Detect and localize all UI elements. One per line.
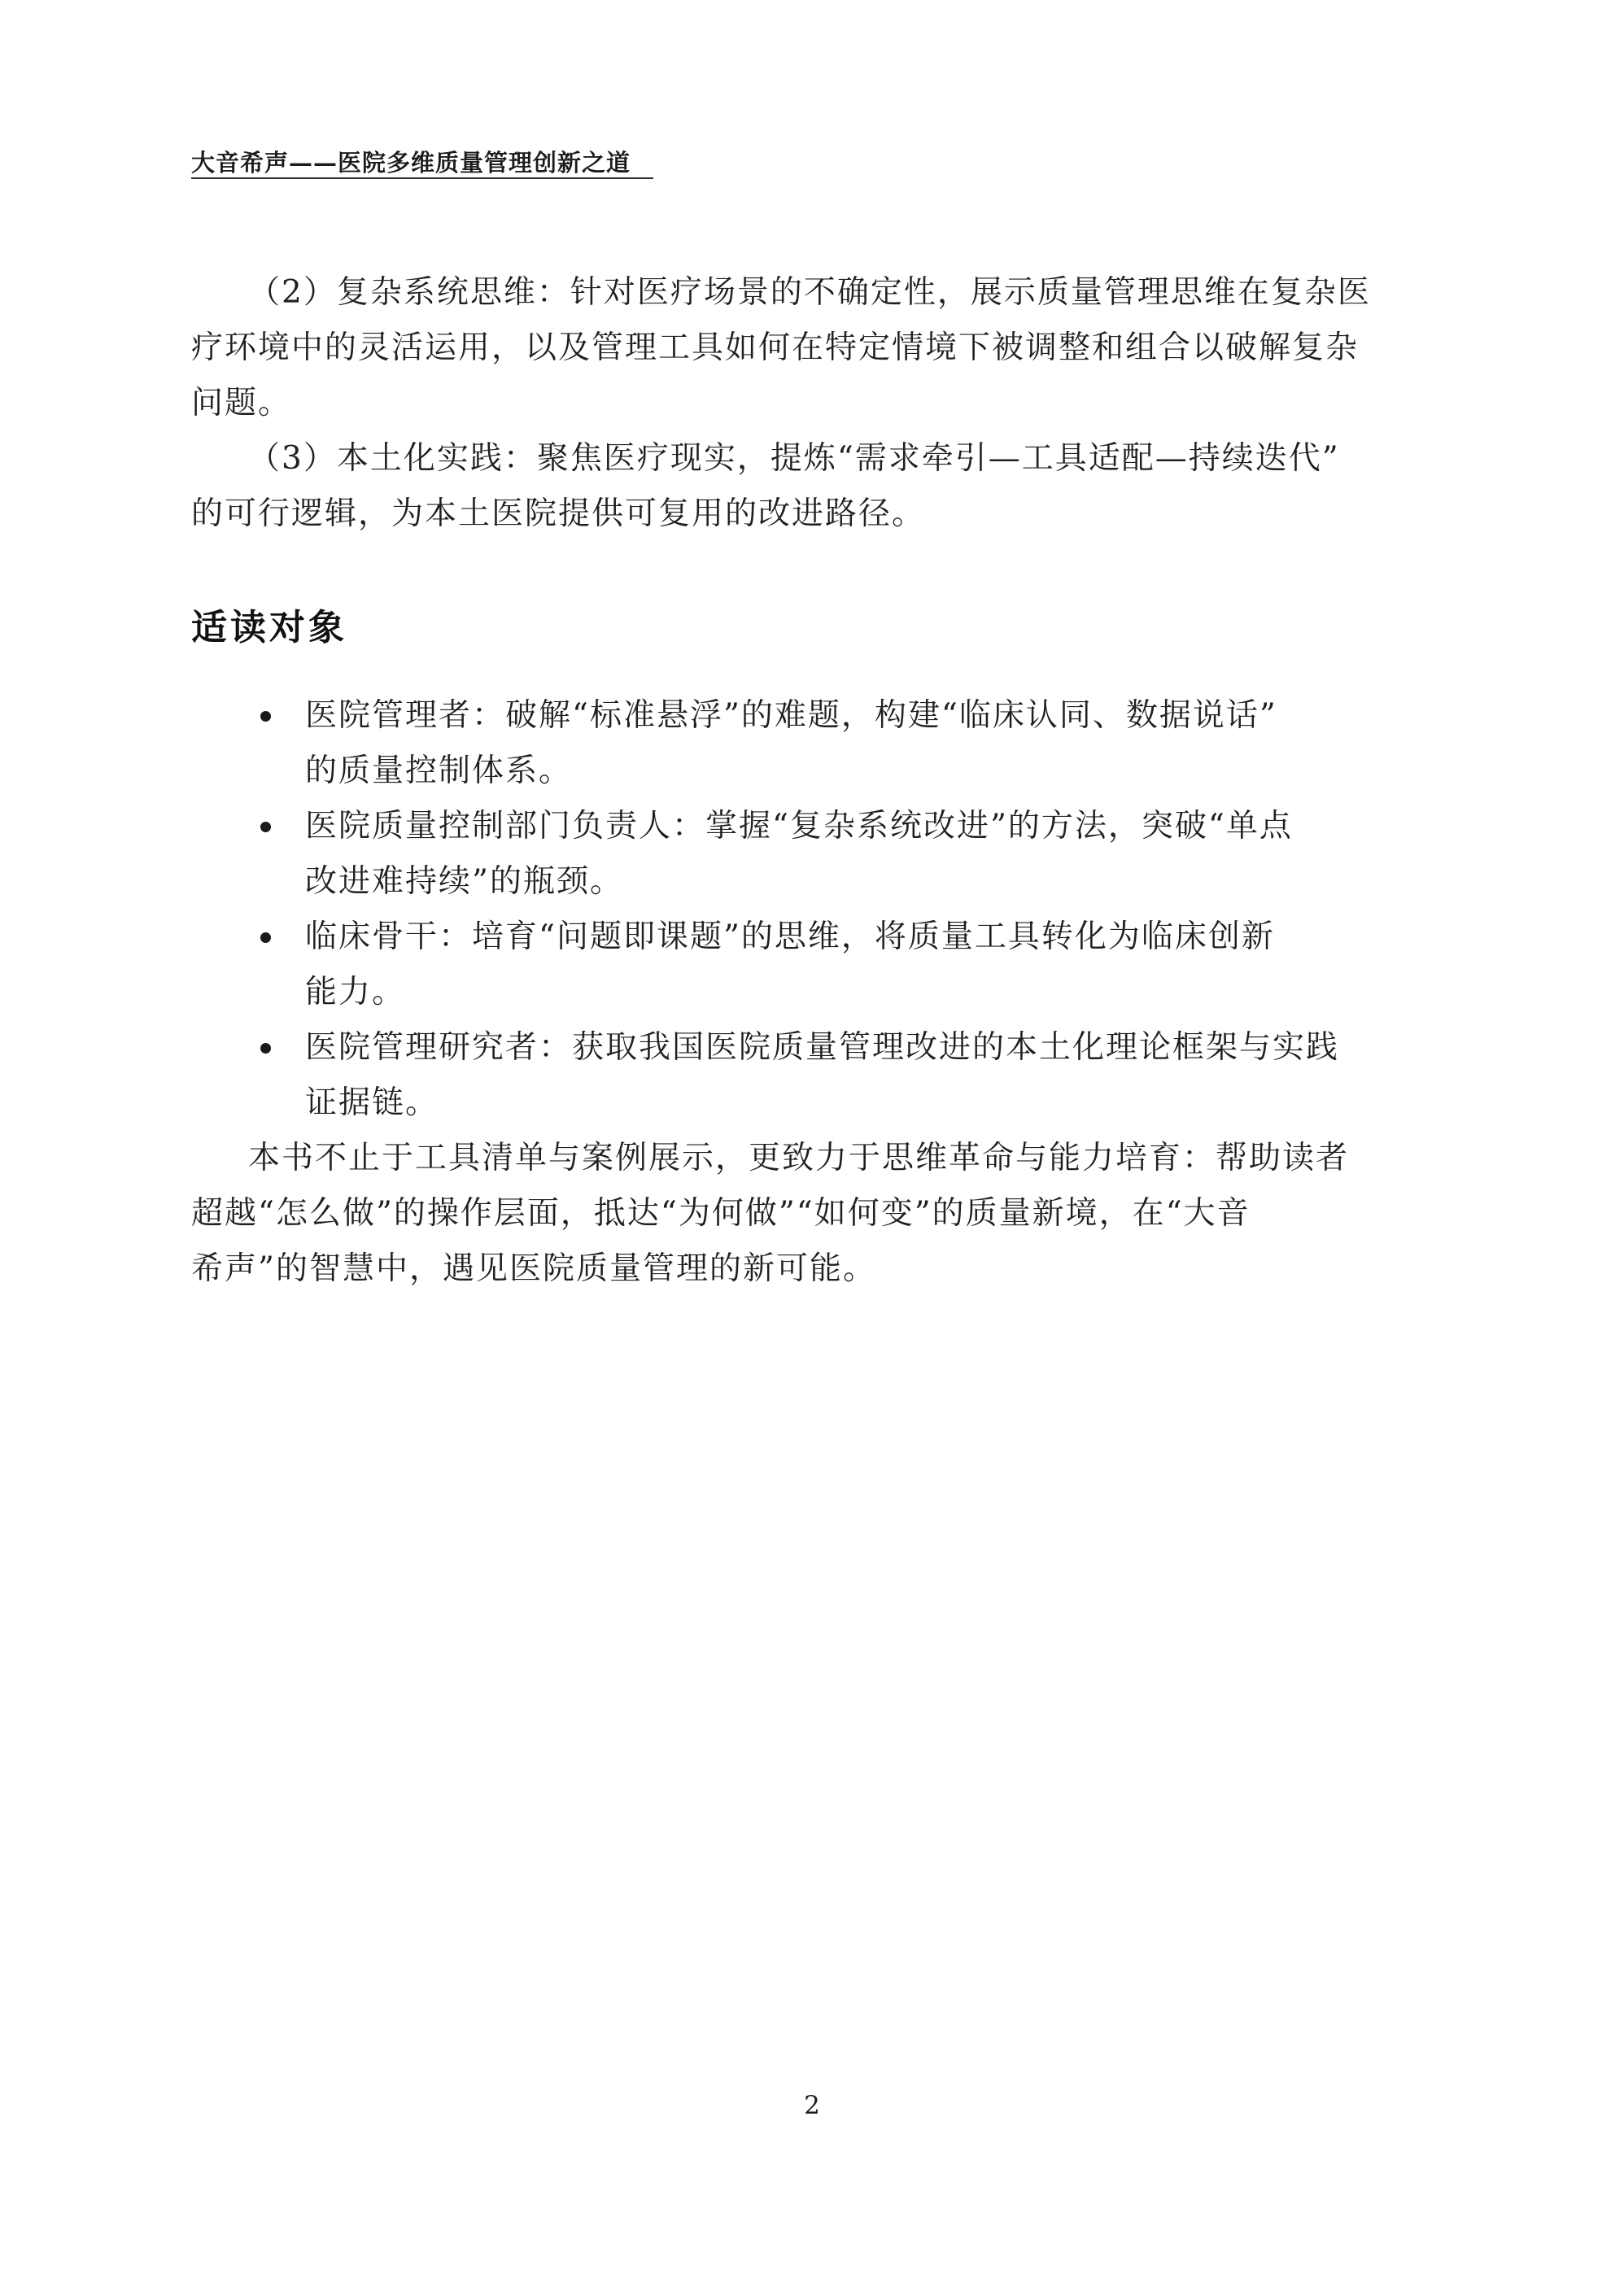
header-rule (191, 177, 653, 179)
audience-item-3-line-2: 能力。 (305, 974, 406, 1010)
closing-line-2: 超越“怎么做”的操作层面，抵达“为何做”“如何变”的质量新境，在“大音 (191, 1195, 1251, 1232)
audience-item-1-line-2: 的质量控制体系。 (305, 753, 573, 789)
audience-item-3-line-1: 临床骨干：培育“问题即课题”的思维，将质量工具转化为临床创新 (305, 919, 1275, 955)
item2-line-2: 疗环境中的灵活运用，以及管理工具如何在特定情境下被调整和组合以破解复杂 (191, 329, 1360, 366)
page-number: 2 (804, 2091, 820, 2120)
item2-line-3: 问题。 (191, 385, 292, 421)
audience-item-2-line-1: 医院质量控制部门负责人：掌握“复杂系统改进”的方法，突破“单点 (305, 808, 1293, 844)
closing-line-3: 希声”的智慧中，遇见医院质量管理的新可能。 (191, 1250, 876, 1287)
audience-item-1-line-1: 医院管理者：破解“标准悬浮”的难题，构建“临床认同、数据说话” (305, 697, 1277, 734)
bullet-icon (260, 932, 271, 943)
audience-item-4-line-2: 证据链。 (305, 1084, 439, 1121)
item3-line-1: （3）本土化实践：聚焦医疗现实，提炼“需求牵引—工具适配—持续迭代” (248, 440, 1340, 477)
closing-line-1: 本书不止于工具清单与案例展示，更致力于思维革命与能力培育：帮助读者 (248, 1140, 1350, 1176)
bullet-icon (260, 822, 271, 832)
audience-item-2-line-2: 改进难持续”的瓶颈。 (305, 863, 623, 900)
audience-item-4-line-1: 医院管理研究者：获取我国医院质量管理改进的本土化理论框架与实践 (305, 1029, 1340, 1066)
bullet-icon (260, 1043, 271, 1054)
running-header-title: 大音希声——医院多维质量管理创新之道 (191, 149, 631, 177)
item3-line-2: 的可行逻辑，为本土医院提供可复用的改进路径。 (191, 495, 926, 532)
item2-line-1: （2）复杂系统思维：针对医疗场景的不确定性，展示质量管理思维在复杂医 (248, 274, 1371, 311)
section-heading-audience: 适读对象 (191, 607, 347, 648)
bullet-icon (260, 711, 271, 722)
